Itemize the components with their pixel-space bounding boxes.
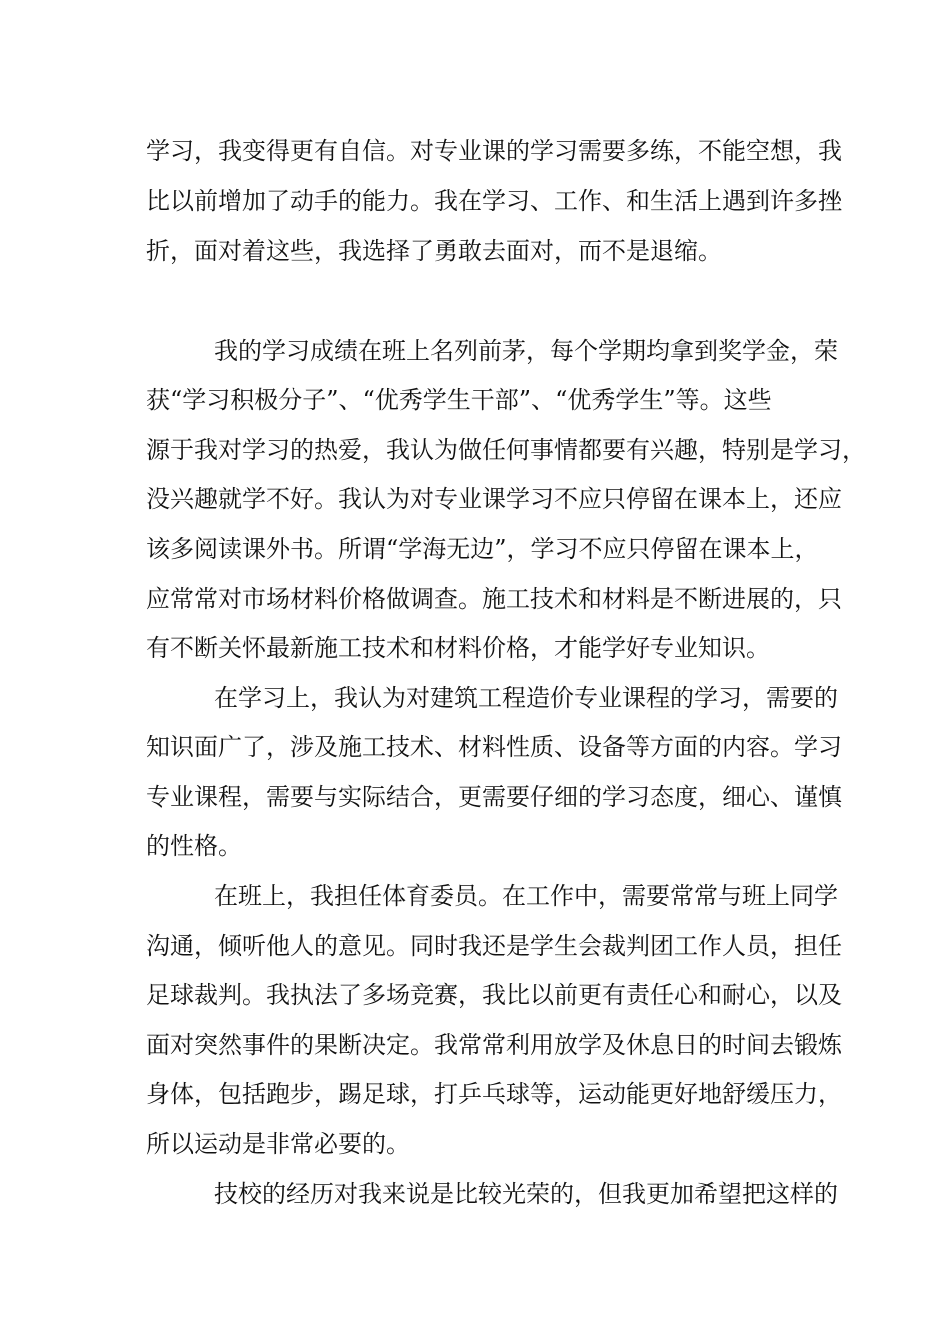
text-line: 有不断关怀最新施工技术和材料价格，才能学好专业知识。 xyxy=(146,634,770,662)
text-line: 应常常对市场材料价格做调查。施工技术和材料是不断进展的，只 xyxy=(146,585,842,613)
paragraph-first-line: 在学习上，我认为对建筑工程造价专业课程的学习，需要的 xyxy=(214,684,838,712)
text-line: 知识面广了，涉及施工技术、材料性质、设备等方面的内容。学习 xyxy=(146,733,842,761)
paragraph-first-line: 在班上，我担任体育委员。在工作中，需要常常与班上同学 xyxy=(214,882,838,910)
paragraph-first-line: 技校的经历对我来说是比较光荣的，但我更加希望把这样的 xyxy=(214,1180,838,1208)
paragraph-first-line: 我的学习成绩在班上名列前茅，每个学期均拿到奖学金，荣 xyxy=(214,337,838,365)
text-line: 专业课程，需要与实际结合，更需要仔细的学习态度，细心、谨慎 xyxy=(146,783,842,811)
text-line: 的性格。 xyxy=(146,832,242,860)
text-line: 获“学习积极分子”、“优秀学生干部”、“优秀学生”等。这些 xyxy=(146,386,772,414)
text-line: 足球裁判。我执法了多场竞赛，我比以前更有责任心和耐心，以及 xyxy=(146,981,842,1009)
text-line: 身体，包括跑步，踢足球，打乒乓球等，运动能更好地舒缓压力， xyxy=(146,1080,842,1108)
text-line: 学习，我变得更有自信。对专业课的学习需要多练，不能空想，我 xyxy=(146,137,842,165)
text-line: 折，面对着这些，我选择了勇敢去面对，而不是退缩。 xyxy=(146,237,722,265)
text-line: 所以运动是非常必要的。 xyxy=(146,1130,410,1158)
text-line: 源于我对学习的热爱，我认为做任何事情都要有兴趣，特别是学习， xyxy=(146,436,866,464)
text-line: 面对突然事件的果断决定。我常常利用放学及休息日的时间去锻炼 xyxy=(146,1031,842,1059)
text-line: 沟通，倾听他人的意见。同时我还是学生会裁判团工作人员，担任 xyxy=(146,932,842,960)
text-line: 没兴趣就学不好。我认为对专业课学习不应只停留在课本上，还应 xyxy=(146,485,842,513)
text-line: 该多阅读课外书。所谓“学海无边”，学习不应只停留在课本上， xyxy=(146,535,819,563)
text-line: 比以前增加了动手的能力。我在学习、工作、和生活上遇到许多挫 xyxy=(146,187,842,215)
